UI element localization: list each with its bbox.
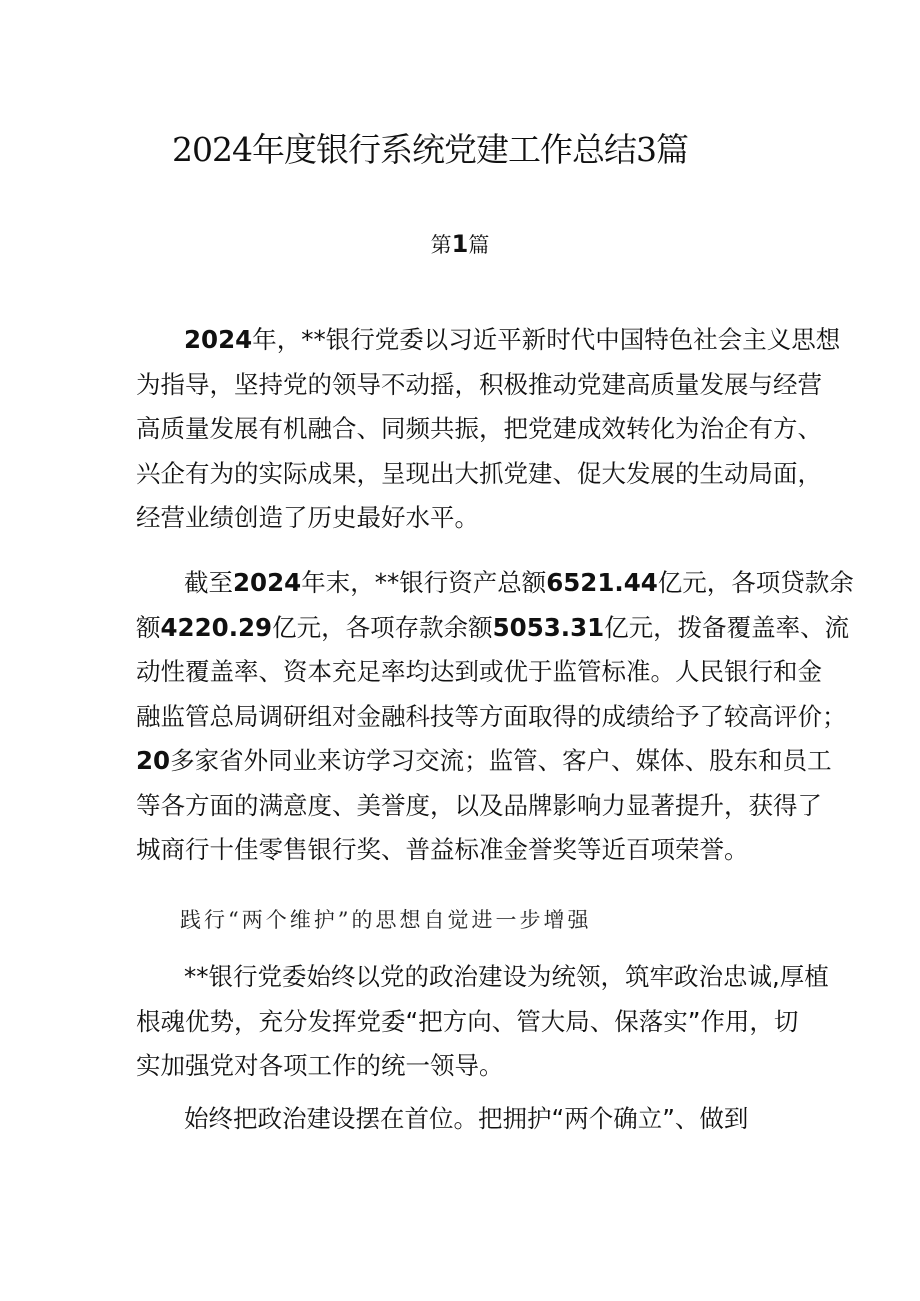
section-suffix: 篇 [468,233,490,257]
section-number: 1 [451,230,469,258]
paragraph-line: 20多家省外同业来访学习交流；监管、客户、媒体、股东和员工 [136,746,832,775]
paragraph-line: 城商行十佳零售银行奖、普益标准金誉奖等近百项荣誉。 [136,835,749,864]
year-number: 2024 [184,325,253,354]
document-title: 2024年度银行系统党建工作总结3篇 [172,130,688,169]
paragraph-intro [136,318,841,541]
loans-balance-value: 4220.29 [160,612,273,642]
paragraph-line: 根魂优势，充分发挥党委“把方向、管大局、保落实”作用，切 [136,1006,799,1036]
paragraph-line: 2024年，**银行党委以习近平新时代中国特色社会主义思想 [184,325,841,354]
paragraph-line: 融监管总局调研组对金融科技等方面取得的成绩给予了较高评价； [136,701,847,731]
paragraph-line: 额4220.29亿元，各项存款余额5053.31亿元，拨备覆盖率、流 [136,612,850,642]
paragraph-line: 实加强党对各项工作的统一领导。 [136,1051,504,1080]
paragraph-line: 动性覆盖率、资本充足率均达到或优于监管标准。人民银行和金 [136,657,822,686]
paragraph-priority [136,1097,816,1142]
subheading: 践行“两个维护”的思想自觉进一步增强 [180,908,592,932]
section-heading [0,228,920,261]
paragraph-line: 兴企有为的实际成果，呈现出大抓党建、促大发展的生动局面， [136,458,822,488]
visitor-count-value: 20 [136,746,171,775]
paragraph-performance [136,561,854,873]
year-number: 2024 [233,568,302,597]
section-prefix: 第 [430,233,452,257]
paragraph-line: 高质量发展有机融合、同频共振，把党建成效转化为治企有方、 [136,414,822,443]
paragraph-line: **银行党委始终以党的政治建设为统领，筑牢政治忠诚,厚植 [184,962,829,991]
paragraph-line: 始终把政治建设摆在首位。把拥护“两个确立”、做到 [184,1104,749,1133]
paragraph-line: 为指导，坚持党的领导不动摇，积极推动党建高质量发展与经营 [136,369,822,399]
paragraph-line: 截至2024年末，**银行资产总额6521.44亿元，各项贷款余 [184,568,854,597]
paragraph-line: 经营业绩创造了历史最好水平。 [136,503,479,532]
deposits-balance-value: 5053.31 [492,612,605,642]
paragraph-line: 等各方面的满意度、美誉度，以及品牌影响力显著提升，获得了 [136,790,822,820]
total-assets-value: 6521.44 [546,568,658,597]
paragraph-political [136,955,829,1089]
